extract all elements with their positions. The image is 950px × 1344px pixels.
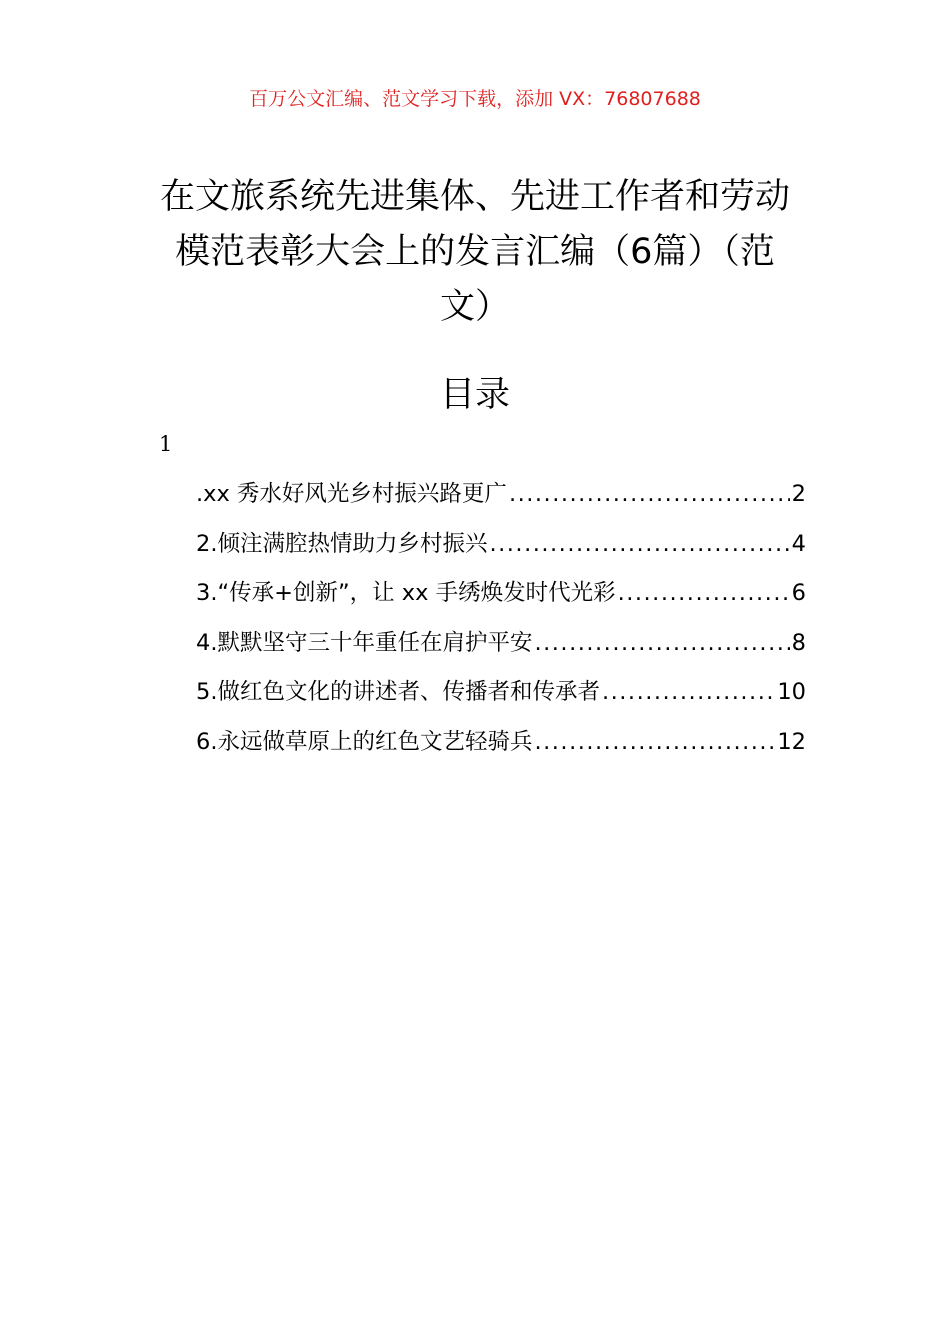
document-title [150,170,800,335]
toc-entry-3[interactable] [196,575,806,625]
toc-heading: 目录 [439,375,510,415]
toc-dot-leader [489,526,789,562]
header-note: 百万公文汇编、范文学习下载，添加 VX：76807688 [249,88,701,110]
title-line: 文） [439,287,510,327]
toc-dot-leader [602,674,775,710]
toc-entry-6[interactable] [196,724,806,774]
toc-page-number: 4 [791,530,806,557]
toc-entry-text: 5.做红色文化的讲述者、传播者和传承者 [196,679,600,706]
toc-entry-text: 6.永远做草原上的红色文艺轻骑兵 [196,728,533,755]
toc-dot-leader [618,575,790,611]
toc-page-number: 2 [791,481,806,507]
toc-page-number: 10 [777,679,806,706]
toc-entry-2[interactable] [196,526,806,576]
toc-dot-leader [509,476,790,512]
toc-entry-text: 3.“传承+创新”，让 xx 手绣焕发时代光彩 [196,580,616,607]
title-line: 模范表彰大会上的发言汇编（6篇）（范 [175,232,775,272]
toc-page-number: 6 [791,580,806,607]
toc-page-number: 12 [777,728,806,755]
title-line: 在文旅系统先进集体、先进工作者和劳动 [159,177,790,217]
toc-dot-leader [534,625,789,661]
toc-entry-text: 2.倾注满腔热情助力乡村振兴 [196,530,488,557]
toc-entry-text: .xx 秀水好风光乡村振兴路更广 [196,481,507,507]
toc-page-number: 8 [791,629,806,656]
toc-entry-5[interactable] [196,674,806,724]
toc-entry-1[interactable] [196,476,806,526]
toc-entry-4[interactable] [196,625,806,675]
table-of-contents [196,476,806,774]
toc-entry-text: 4.默默坚守三十年重任在肩护平安 [196,629,533,656]
section-number: 1 [159,432,173,456]
toc-dot-leader [534,724,775,760]
